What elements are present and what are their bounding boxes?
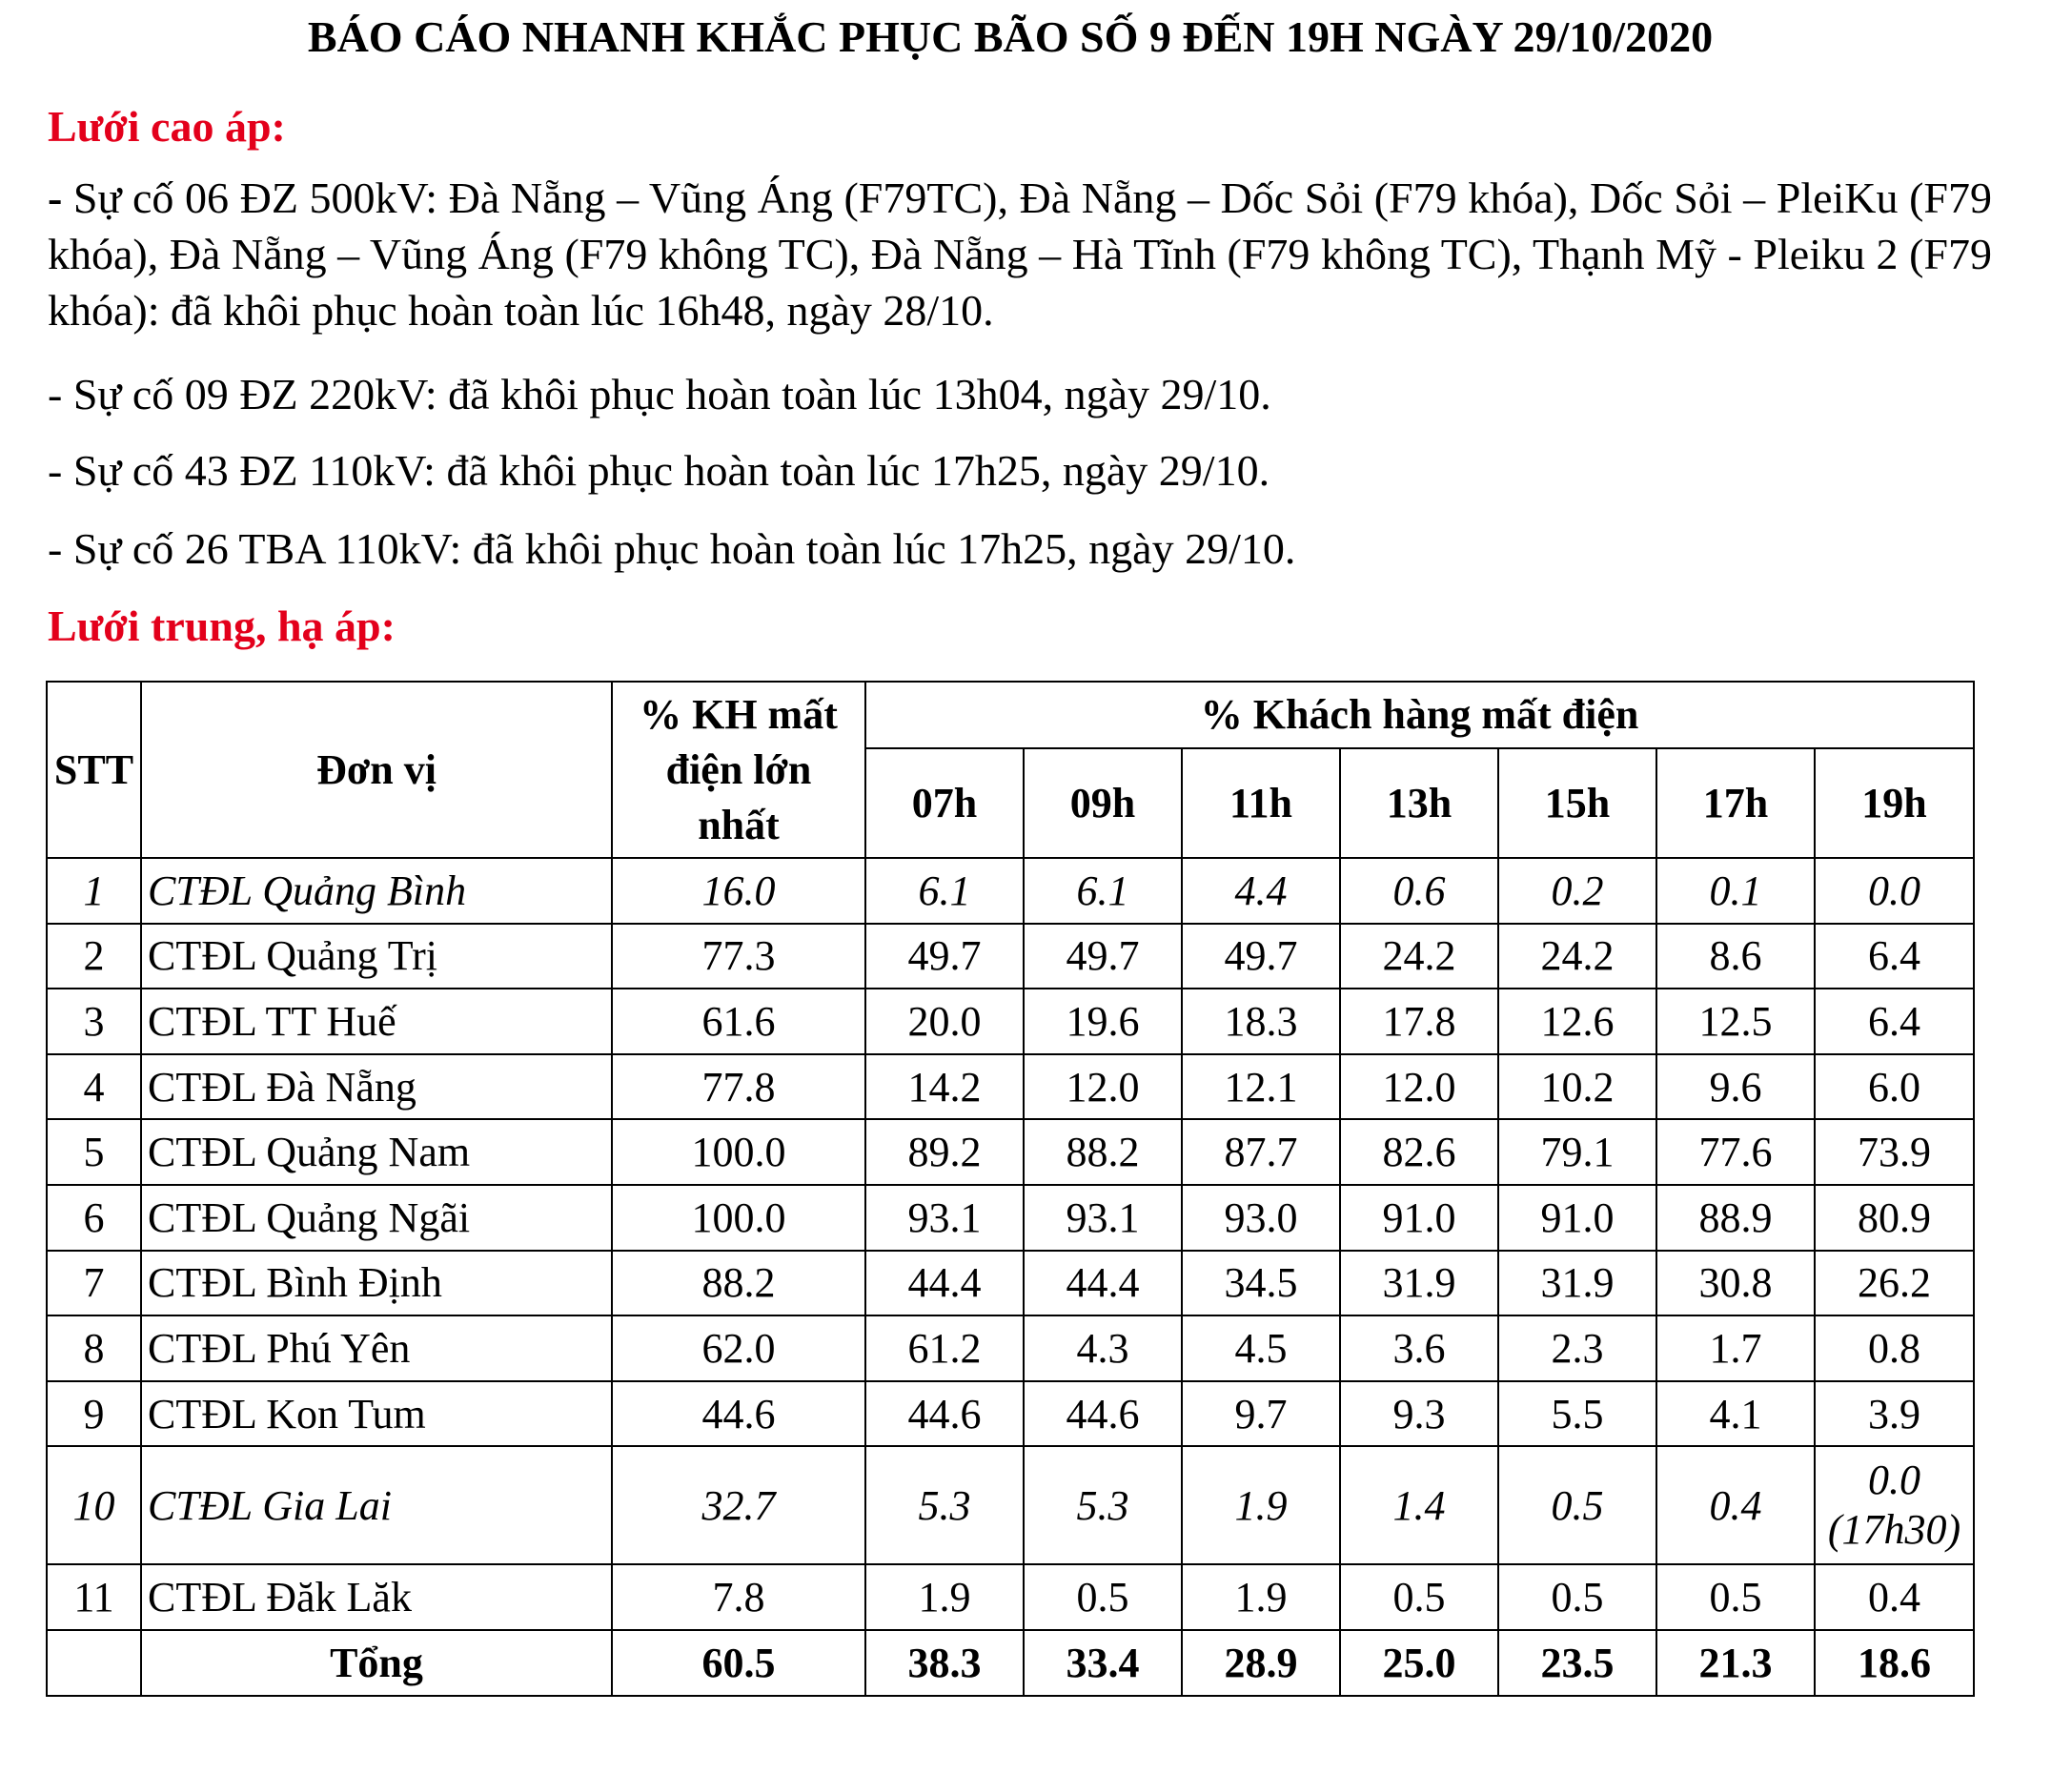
cell-outage-value: 24.2 xyxy=(1498,924,1656,989)
header-time: 17h xyxy=(1656,748,1815,858)
header-time: 19h xyxy=(1815,748,1974,858)
cell-max-outage: 16.0 xyxy=(612,858,865,924)
table-row xyxy=(47,1381,1974,1447)
cell-outage-value: 34.5 xyxy=(1182,1251,1340,1316)
cell-outage-value: 44.6 xyxy=(865,1381,1024,1447)
cell-outage-value: 19.6 xyxy=(1024,989,1182,1054)
report-title: BÁO CÁO NHANH KHẮC PHỤC BÃO SỐ 9 ĐẾN 19H NGÀY 29/10/2020 xyxy=(307,12,1714,61)
cell-outage-value: 49.7 xyxy=(1182,924,1340,989)
outage-table xyxy=(46,681,1975,1697)
cell-note: (17h30) xyxy=(1827,1506,1961,1554)
cell-outage-value: 3.9 xyxy=(1815,1381,1974,1447)
cell-stt: 3 xyxy=(47,989,141,1054)
cell-unit: CTĐL Quảng Nam xyxy=(141,1119,612,1185)
cell-outage-value: 0.8 xyxy=(1815,1315,1974,1381)
table-row xyxy=(47,1315,1974,1381)
cell-max-outage: 88.2 xyxy=(612,1251,865,1316)
cell-unit: CTĐL Phú Yên xyxy=(141,1315,612,1381)
cell-outage-value: 26.2 xyxy=(1815,1251,1974,1316)
cell-outage-value: 1.7 xyxy=(1656,1315,1815,1381)
cell-outage-value: 49.7 xyxy=(865,924,1024,989)
header-time: 09h xyxy=(1024,748,1182,858)
header-time: 11h xyxy=(1182,748,1340,858)
cell-outage-value: 4.5 xyxy=(1182,1315,1340,1381)
cell-max-outage: 77.3 xyxy=(612,924,865,989)
table-row xyxy=(47,1251,1974,1316)
header-time: 15h xyxy=(1498,748,1656,858)
table-row xyxy=(47,1185,1974,1251)
cell-outage-value: 0.5 xyxy=(1498,1446,1656,1564)
cell-outage-value: 4.1 xyxy=(1656,1381,1815,1447)
cell-unit: CTĐL TT Huế xyxy=(141,989,612,1054)
section-heading-mid-low-voltage: Lưới trung, hạ áp: xyxy=(48,602,396,650)
header-max-outage: % KH mất điện lớn nhất xyxy=(612,682,865,858)
cell-outage-value: 44.4 xyxy=(865,1251,1024,1316)
cell-max-outage: 32.7 xyxy=(612,1446,865,1564)
cell-outage-value: 30.8 xyxy=(1656,1251,1815,1316)
cell-max-outage: 77.8 xyxy=(612,1054,865,1120)
cell-stt: 10 xyxy=(47,1446,141,1564)
total-value: 28.9 xyxy=(1182,1630,1340,1696)
total-row xyxy=(47,1630,1974,1696)
cell-outage-value: 31.9 xyxy=(1340,1251,1498,1316)
table-row xyxy=(47,1054,1974,1120)
total-max-outage: 60.5 xyxy=(612,1630,865,1696)
header-time: 07h xyxy=(865,748,1024,858)
cell-outage-value: 0.4 xyxy=(1656,1446,1815,1564)
cell-outage-value: 0.5 xyxy=(1024,1564,1182,1630)
table-row xyxy=(47,858,1974,924)
cell-stt-empty xyxy=(47,1630,141,1696)
cell-outage-value: 3.6 xyxy=(1340,1315,1498,1381)
cell-outage-value: 4.3 xyxy=(1024,1315,1182,1381)
cell-outage-value: 18.3 xyxy=(1182,989,1340,1054)
table-row xyxy=(47,989,1974,1054)
total-value: 33.4 xyxy=(1024,1630,1182,1696)
cell-outage-value: 9.7 xyxy=(1182,1381,1340,1447)
cell-outage-value: 20.0 xyxy=(865,989,1024,1054)
cell-outage-value: 0.5 xyxy=(1498,1564,1656,1630)
table-row xyxy=(47,924,1974,989)
cell-outage-value: 9.3 xyxy=(1340,1381,1498,1447)
cell-outage-value: 0.2 xyxy=(1498,858,1656,924)
section-heading-high-voltage: Lưới cao áp: xyxy=(48,102,286,151)
cell-outage-value: 93.0 xyxy=(1182,1185,1340,1251)
cell-outage-value: 5.3 xyxy=(865,1446,1024,1564)
header-unit: Đơn vị xyxy=(141,682,612,858)
cell-unit: CTĐL Gia Lai xyxy=(141,1446,612,1564)
cell-outage-value: 73.9 xyxy=(1815,1119,1974,1185)
cell-stt: 2 xyxy=(47,924,141,989)
table-row xyxy=(47,1446,1974,1564)
header-group-outage: % Khách hàng mất điện xyxy=(865,682,1974,748)
cell-outage-value: 49.7 xyxy=(1024,924,1182,989)
cell-stt: 9 xyxy=(47,1381,141,1447)
cell-max-outage: 44.6 xyxy=(612,1381,865,1447)
cell-outage-value: 8.6 xyxy=(1656,924,1815,989)
cell-outage-value: 6.0 xyxy=(1815,1054,1974,1120)
item-text: Sự cố 06 ĐZ 500kV: Đà Nẵng – Vũng Áng (F79TC), Đà Nẵng – Dốc Sỏi (F79 khóa), Dốc Sỏi – PleiKu (F79 khóa), Đà Nẵng – Vũng Áng (F79 không TC), Đà Nẵng – Hà Tĩnh (F79 không TC), Thạnh Mỹ - Pleiku 2 (F79 khóa): đã khôi phục hoàn toàn lúc 16h48, ngày 28/10. xyxy=(48,173,1993,335)
cell-outage-value: 77.6 xyxy=(1656,1119,1815,1185)
cell-outage-value: 93.1 xyxy=(1024,1185,1182,1251)
cell-outage-value xyxy=(1815,1446,1974,1564)
total-value: 23.5 xyxy=(1498,1630,1656,1696)
cell-outage-value: 12.1 xyxy=(1182,1054,1340,1120)
high-voltage-item-2: - Sự cố 09 ĐZ 220kV: đã khôi phục hoàn toàn lúc 13h04, ngày 29/10. xyxy=(48,370,1271,418)
cell-outage-value: 4.4 xyxy=(1182,858,1340,924)
table-row xyxy=(47,1119,1974,1185)
cell-outage-value: 2.3 xyxy=(1498,1315,1656,1381)
cell-outage-value: 5.5 xyxy=(1498,1381,1656,1447)
cell-outage-value: 6.1 xyxy=(865,858,1024,924)
cell-stt: 11 xyxy=(47,1564,141,1630)
total-value: 18.6 xyxy=(1815,1630,1974,1696)
cell-outage-value: 44.4 xyxy=(1024,1251,1182,1316)
cell-outage-value: 6.4 xyxy=(1815,989,1974,1054)
total-value: 21.3 xyxy=(1656,1630,1815,1696)
total-value: 38.3 xyxy=(865,1630,1024,1696)
cell-outage-value: 12.0 xyxy=(1024,1054,1182,1120)
header-time: 13h xyxy=(1340,748,1498,858)
cell-outage-value: 24.2 xyxy=(1340,924,1498,989)
cell-outage-value: 12.6 xyxy=(1498,989,1656,1054)
item-dash: - xyxy=(48,173,63,222)
cell-outage-value: 1.9 xyxy=(1182,1564,1340,1630)
cell-stt: 6 xyxy=(47,1185,141,1251)
cell-outage-value: 87.7 xyxy=(1182,1119,1340,1185)
cell-stt: 8 xyxy=(47,1315,141,1381)
cell-outage-value: 0.5 xyxy=(1340,1564,1498,1630)
cell-max-outage: 100.0 xyxy=(612,1119,865,1185)
cell-outage-value: 9.6 xyxy=(1656,1054,1815,1120)
cell-unit: CTĐL Bình Định xyxy=(141,1251,612,1316)
cell-outage-value: 89.2 xyxy=(865,1119,1024,1185)
cell-outage-value: 79.1 xyxy=(1498,1119,1656,1185)
cell-unit: CTĐL Đà Nẵng xyxy=(141,1054,612,1120)
cell-outage-value: 12.5 xyxy=(1656,989,1815,1054)
cell-outage-value: 1.4 xyxy=(1340,1446,1498,1564)
cell-outage-value: 61.2 xyxy=(865,1315,1024,1381)
cell-unit: CTĐL Quảng Bình xyxy=(141,858,612,924)
cell-outage-value: 31.9 xyxy=(1498,1251,1656,1316)
cell-stt: 7 xyxy=(47,1251,141,1316)
high-voltage-item-1 xyxy=(48,170,1992,338)
high-voltage-item-4: - Sự cố 26 TBA 110kV: đã khôi phục hoàn toàn lúc 17h25, ngày 29/10. xyxy=(48,524,1296,573)
cell-outage-value: 88.2 xyxy=(1024,1119,1182,1185)
cell-unit: CTĐL Quảng Trị xyxy=(141,924,612,989)
cell-outage-value: 1.9 xyxy=(865,1564,1024,1630)
cell-unit: CTĐL Quảng Ngãi xyxy=(141,1185,612,1251)
header-stt: STT xyxy=(47,682,141,858)
cell-outage-value: 5.3 xyxy=(1024,1446,1182,1564)
cell-max-outage: 62.0 xyxy=(612,1315,865,1381)
cell-outage-value: 0.1 xyxy=(1656,858,1815,924)
cell-max-outage: 7.8 xyxy=(612,1564,865,1630)
cell-outage-value: 6.4 xyxy=(1815,924,1974,989)
cell-stt: 5 xyxy=(47,1119,141,1185)
total-value: 25.0 xyxy=(1340,1630,1498,1696)
cell-unit: CTĐL Kon Tum xyxy=(141,1381,612,1447)
cell-outage-value: 10.2 xyxy=(1498,1054,1656,1120)
cell-outage-value: 91.0 xyxy=(1340,1185,1498,1251)
cell-max-outage: 61.6 xyxy=(612,989,865,1054)
high-voltage-item-3: - Sự cố 43 ĐZ 110kV: đã khôi phục hoàn toàn lúc 17h25, ngày 29/10. xyxy=(48,446,1270,495)
cell-outage-value: 0.0 xyxy=(1815,858,1974,924)
cell-outage-value: 6.1 xyxy=(1024,858,1182,924)
cell-outage-value: 88.9 xyxy=(1656,1185,1815,1251)
cell-outage-value: 0.5 xyxy=(1656,1564,1815,1630)
cell-outage-value: 82.6 xyxy=(1340,1119,1498,1185)
cell-outage-value: 80.9 xyxy=(1815,1185,1974,1251)
cell-outage-value: 12.0 xyxy=(1340,1054,1498,1120)
total-label: Tổng xyxy=(141,1630,612,1696)
cell-stt: 4 xyxy=(47,1054,141,1120)
table-row xyxy=(47,1564,1974,1630)
cell-outage-value: 14.2 xyxy=(865,1054,1024,1120)
cell-outage-value: 17.8 xyxy=(1340,989,1498,1054)
cell-outage-value: 44.6 xyxy=(1024,1381,1182,1447)
cell-outage-value: 91.0 xyxy=(1498,1185,1656,1251)
cell-outage-value: 93.1 xyxy=(865,1185,1024,1251)
cell-value: 0.0 xyxy=(1868,1457,1921,1504)
cell-unit: CTĐL Đăk Lăk xyxy=(141,1564,612,1630)
cell-max-outage: 100.0 xyxy=(612,1185,865,1251)
cell-outage-value: 0.4 xyxy=(1815,1564,1974,1630)
cell-outage-value: 1.9 xyxy=(1182,1446,1340,1564)
cell-outage-value: 0.6 xyxy=(1340,858,1498,924)
cell-stt: 1 xyxy=(47,858,141,924)
